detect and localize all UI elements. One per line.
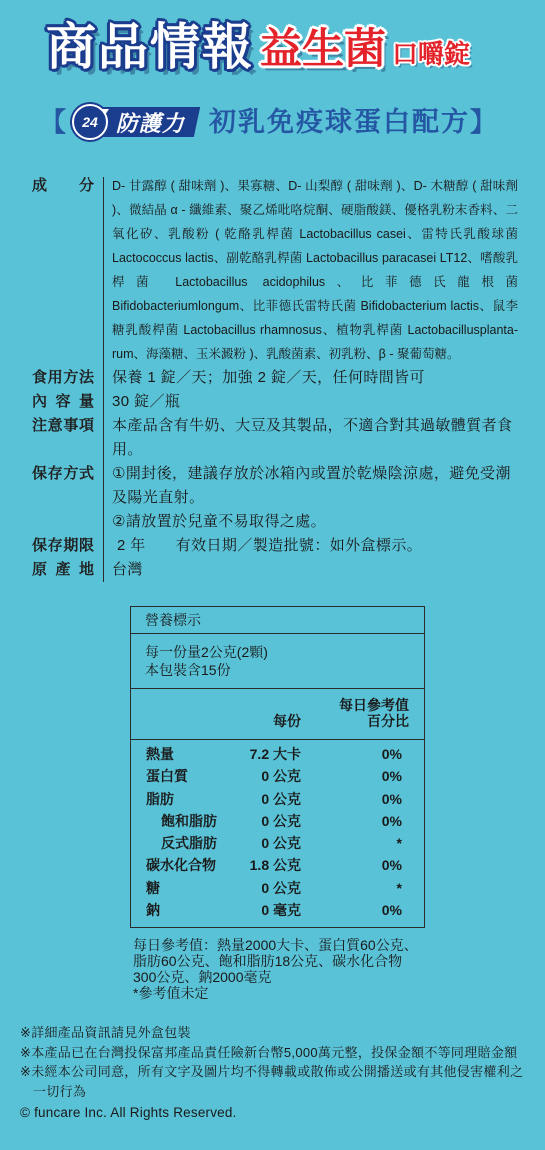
nutrient-daily-value: 0% [381, 857, 402, 874]
spec-row-contents [32, 390, 518, 414]
spec-label-usage: 食用方法 [32, 369, 94, 386]
nutrition-row-sugar [146, 877, 402, 899]
spec-row-shelf-life [32, 534, 518, 558]
page-title: 商品情報 [46, 19, 254, 75]
nutrition-rows [131, 740, 424, 927]
bracket-open: 【 [40, 107, 67, 137]
product-name: 益生菌 [260, 25, 387, 72]
protection-badge [95, 107, 200, 137]
protection-badge-label: 防護力 [116, 110, 186, 136]
footer-note: ※詳細產品資訊請見外盒包裝 [20, 1025, 191, 1041]
spec-value-ingredients: D- 甘露醇 ( 甜味劑 )、果寡糖、D- 山梨醇 ( 甜味劑 )、D- 木糖醇 ( 甜味劑 )、微結晶 α - 纖維素、聚乙烯吡咯烷酮、硬脂酸鎂、優格乳粉末香料、二氧化矽、乳酸粉 ( 乾酪乳桿菌 Lactobacillus casei、雷特氏乳酸球菌 Lactococcus lactis、副乾酪乳桿菌 Lactobacillus paracasei LT12、嗜酸乳桿菌 Lactobacillus acidophilus、比菲德氏龍根菌 Bifidobacteriumlongum、比菲德氏雷特氏菌 Bifidobacterium lactis、鼠李糖乳酸桿菌 Lactobacillus rhamnosus、植物乳桿菌 Lactobacillusplanta-rum、海藻糖、玉米澱粉 )、乳酸菌素、初乳粉、β - 聚葡萄糖。 [112, 179, 518, 361]
spec-value-caution: 本產品含有牛奶、大豆及其製品，不適合對其過敏體質者食用。 [112, 417, 513, 458]
footer-note: ※未經本公司同意，所有文字及圖片均不得轉載或散佈或公開播送或有其他侵害權利之一切行為 [20, 1064, 524, 1099]
spec-divider [103, 177, 104, 582]
spec-value-storage [112, 462, 518, 534]
nutrition-column-headers [131, 689, 424, 740]
spec-label-caution: 注意事項 [32, 417, 94, 434]
cycle-arrow-icon [101, 109, 109, 115]
column-header-daily-value [301, 697, 409, 739]
nutrient-name: 糖 [146, 879, 160, 896]
servings-per-package: 本包裝含15份 [145, 662, 231, 678]
nutrient-amount: 7.2 大卡 [249, 746, 301, 762]
24h-icon-text: 24 [82, 114, 98, 130]
nutrient-name: 鈉 [146, 902, 160, 919]
nutrient-daily-value: 0% [381, 902, 402, 919]
nutrient-amount: 0 公克 [261, 790, 301, 807]
bracket-close: 】 [470, 107, 497, 137]
spec-label-shelf-life: 保存期限 [32, 537, 94, 554]
nutrition-row-calories [146, 743, 402, 765]
nutrition-serving-info [131, 634, 424, 689]
spec-label-ingredients: 成分 [32, 177, 94, 194]
nutrient-daily-value: 0% [381, 790, 402, 807]
nutrient-daily-value: * [396, 835, 402, 852]
nutrient-amount: 0 毫克 [261, 902, 301, 919]
spec-label-contents: 內容量 [32, 393, 94, 410]
nutrient-amount: 0 公克 [261, 812, 301, 829]
24h-cycle-icon [72, 104, 108, 140]
serving-size: 每一份量2公克(2顆) [145, 644, 268, 660]
spec-label-storage: 保存方式 [32, 465, 94, 482]
nutrient-amount: 0 公克 [261, 768, 301, 785]
nutrient-name: 蛋白質 [146, 768, 188, 785]
nutrition-row-carbohydrate [146, 854, 402, 876]
nutrition-row-saturated-fat [146, 810, 402, 832]
nutrition-footnotes [133, 937, 418, 1001]
nutrient-name: 脂肪 [146, 790, 174, 807]
spec-value-shelf-life [112, 534, 518, 558]
spec-value-origin: 台灣 [112, 561, 143, 578]
spec-value-contents: 30 錠／瓶 [112, 393, 181, 410]
nutrient-daily-value: 0% [381, 768, 402, 785]
product-spec-list [32, 174, 518, 582]
spec-row-ingredients [32, 174, 518, 366]
nutrient-name: 反式脂肪 [161, 835, 217, 852]
nutrient-daily-value: * [396, 879, 402, 896]
page-footer [20, 1023, 532, 1123]
nutrient-amount: 0 公克 [261, 879, 301, 896]
nutrition-row-sodium [146, 899, 402, 921]
spec-label-origin: 原產地 [32, 561, 94, 578]
storage-item: ①開封後，建議存放於冰箱內或置於乾燥陰涼處，避免受潮及陽光直射。 [112, 465, 511, 506]
nutrition-row-protein [146, 765, 402, 787]
nutrient-name: 碳水化合物 [146, 857, 216, 874]
nutrient-name: 飽和脂肪 [161, 812, 217, 829]
shelf-life-note: 有效日期／製造批號：如外盒標示。 [175, 537, 423, 554]
nutrient-amount: 1.8 公克 [249, 857, 301, 874]
copyright: © funcare Inc. All Rights Reserved. [20, 1105, 237, 1121]
page-header [46, 18, 470, 76]
column-header-daily-value-line2: 百分比 [367, 713, 409, 729]
spec-value-usage: 保養 1 錠／天；加強 2 錠／天，任何時間皆可 [112, 369, 425, 386]
nutrient-daily-value: 0% [381, 746, 402, 762]
column-header-per-serving: 每份 [273, 713, 301, 729]
nutrient-daily-value: 0% [381, 812, 402, 829]
column-header-daily-value-line1: 每日參考值 [339, 697, 409, 713]
shelf-life-years: 2 年 [117, 537, 146, 554]
nutrition-title: 營養標示 [131, 607, 424, 634]
storage-item: ②請放置於兒童不易取得之處。 [112, 513, 327, 530]
spec-row-origin [32, 558, 518, 582]
spec-row-usage [32, 366, 518, 390]
nutrition-facts-table [130, 606, 425, 928]
nutrient-amount: 0 公克 [261, 835, 301, 852]
nutrient-name: 熱量 [146, 746, 174, 762]
undetermined-reference-note: *參考值未定 [133, 985, 209, 1002]
spec-row-storage [32, 462, 518, 534]
footer-note: ※本產品已在台灣投保富邦產品責任險新台幣5,000萬元整，投保金額不等同理賠金額 [20, 1044, 518, 1060]
daily-reference-note: 每日參考值：熱量2000大卡、蛋白質60公克、脂肪60公克、飽和脂肪18公克、碳水化合物300公克、鈉2000毫克 [133, 937, 418, 986]
product-form: 口嚼錠 [392, 39, 471, 69]
formula-text: 初乳免疫球蛋白配方 [209, 107, 471, 137]
nutrition-row-fat [146, 788, 402, 810]
formula-tagline [40, 104, 496, 140]
spec-row-caution [32, 414, 518, 462]
content-area [0, 174, 545, 1123]
nutrition-row-trans-fat [146, 832, 402, 854]
